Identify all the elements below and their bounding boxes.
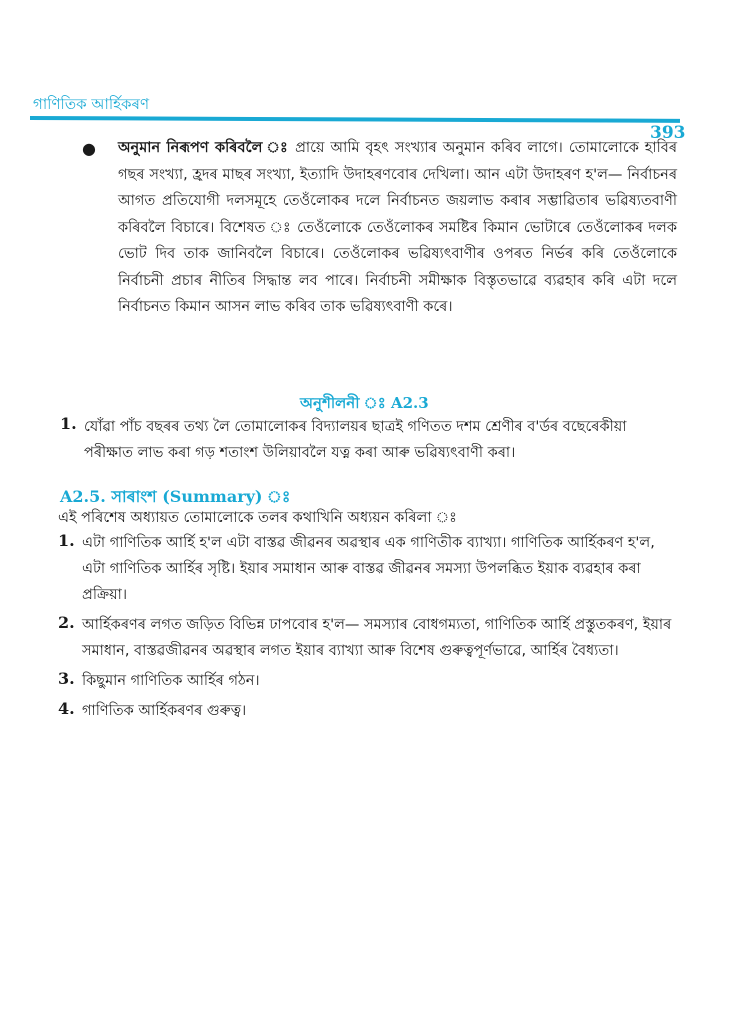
exercise-code: A2.3 (390, 394, 429, 412)
exercise-item-number: 1. (60, 414, 77, 433)
header-rule (30, 116, 680, 123)
summary-item (58, 698, 680, 724)
summary-intro: এই পৰিশেষ অধ্যায়ত তোমালোকে তলৰ কথাখিনি অধ্যয়ন কৰিলা ঃ (58, 510, 457, 526)
bullet-paragraph (82, 135, 677, 321)
summary-item-number: 3. (58, 669, 75, 688)
running-header-title: গাণিতিক আৰ্হিকৰণ (33, 95, 150, 113)
exercise-item-text: যোঁৱা পাঁচ বছৰৰ তথ্য লৈ তোমালোকৰ বিদ্যালয়ৰ ছাত্ৰই গণিতত দশম শ্ৰেণীৰ ব'ৰ্ডৰ বছেৰেকীয়া পৰীক্ষাত লাভ কৰা গড় শতাংশ উলিয়াবলৈ যত্ন কৰা আৰু ভৱিষ্যৎবাণী কৰা। (84, 419, 627, 461)
exercise-item (60, 414, 680, 466)
summary-item-number: 2. (58, 613, 75, 632)
summary-label: সাৰাংশ (111, 487, 157, 506)
summary-item (58, 612, 680, 664)
bullet-lead: অনুমান নিৰূপণ কৰিবলৈ ঃ (118, 140, 290, 156)
summary-code: A2.5. (60, 487, 106, 506)
summary-item-text: আৰ্হিকৰণৰ লগত জড়িত বিভিন্ন ঢাপবোৰ হ'ল— সমস্যাৰ বোধগম্যতা, গাণিতিক আৰ্হি প্ৰস্তুতকৰণ, ইয়াৰ সমাধান, বাস্তৱজীৱনৰ অৱস্থাৰ লগত ইয়াৰ ব্যাখ্যা আৰু বিশেষ গুৰুত্বপূৰ্ণভাৱে, আৰ্হিৰ বৈধ্যতা। (82, 617, 672, 659)
summary-item-number: 4. (58, 699, 75, 718)
page-number: 393 (650, 123, 686, 143)
summary-item-text: কিছুমান গাণিতিক আৰ্হিৰ গঠন। (82, 673, 260, 689)
summary-item (58, 668, 680, 694)
bullet-text (118, 135, 677, 321)
bullet-dot: ● (82, 139, 96, 158)
summary-item-text: এটা গাণিতিক আৰ্হি হ'ল এটা বাস্তৱ জীৱনৰ অৱস্থাৰ এক গাণিতীক ব্যাখ্যা। গাণিতিক আৰ্হিকৰণ হ'ল, এটা গাণিতিক আৰ্হিৰ সৃষ্টি। ইয়াৰ সমাধান আৰু বাস্তৱ জীৱনৰ সমস্যা উপলব্ধিত ইয়াক ব্যৱহাৰ কৰা প্ৰক্ৰিয়া। (82, 535, 655, 603)
exercise-label: অনুশীলনী ঃ (300, 394, 386, 412)
summary-list (58, 530, 680, 728)
summary-label-en: (Summary) ঃ (162, 487, 291, 506)
bullet-body: প্ৰায়ে আমি বৃহৎ সংখ্যাৰ অনুমান কৰিব লাগে। তোমালোকে হাবিৰ গছৰ সংখ্যা, হ্ৰদৰ মাছৰ সংখ্যা, ইত্যাদি উদাহৰণবোৰ দেখিলা। আন এটা উদাহৰণ হ'ল— নিৰ্বাচনৰ আগত প্ৰতিযোগী দলসমূহে তেওঁলোকৰ দলে নিৰ্বাচনত জয়লাভ কৰাৰ সম্ভাৱিতাৰ ভৱিষ্যতবাণী কৰিবলৈ বিচাৰে। বিশেষত ঃ তেওঁলোকে তেওঁলোকৰ সমষ্টিৰ কিমান ভোটাৰে তেওঁলোকৰ দলক ভোট দিব তাক জানিবলৈ বিচাৰে। তেওঁলোকৰ ভৱিষ্যৎবাণীৰ ওপৰত নিৰ্ভৰ কৰি তেওঁলোকে নিৰ্বাচনী প্ৰচাৰ নীতিৰ সিদ্ধান্ত লব পাৰে। নিৰ্বাচনী সমীক্ষাক বিস্তৃতভাৱে ব্যৱহাৰ কৰি এটা দলে নিৰ্বাচনত কিমান আসন লাভ কৰিব তাক ভৱিষ্যৎবাণী কৰে। (118, 140, 678, 315)
summary-item (58, 530, 680, 608)
summary-item-number: 1. (58, 531, 75, 550)
summary-item-text: গাণিতিক আৰ্হিকৰণৰ গুৰুত্ব। (82, 703, 247, 719)
